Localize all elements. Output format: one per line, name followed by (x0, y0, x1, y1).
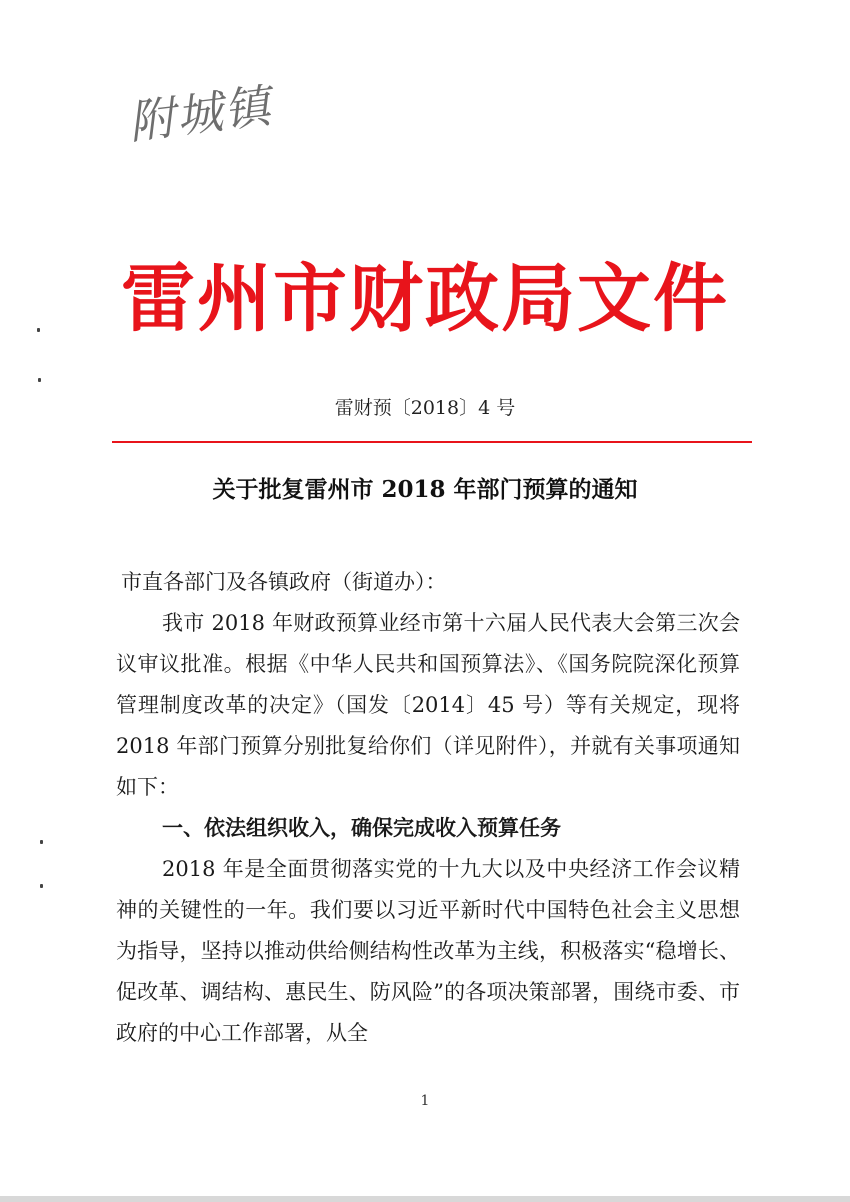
page-number: 1 (420, 1093, 430, 1109)
scan-speck (37, 328, 40, 332)
handwritten-note: 附城镇 (125, 78, 276, 150)
body-paragraph-1: 我市 2018 年财政预算业经市第十六届人民代表大会第三次会议审议批准。根据《中华人民共和国预算法》、《国务院院深化预算管理制度改革的决定》（国发〔2014〕45 号）等有关规定，现将 2018 年部门预算分别批复给你们（详见附件），并就有关事项通知如下： (116, 611, 740, 799)
scan-bottom-edge (0, 1196, 850, 1202)
scan-speck (40, 840, 43, 844)
scan-speck (38, 378, 41, 382)
section-heading-1: 一、依法组织收入，确保完成收入预算任务 (162, 816, 561, 840)
body-paragraph-2: 2018 年是全面贯彻落实党的十九大以及中央经济工作会议精神的关键性的一年。我们要以习近平新时代中国特色社会主义思想为指导，坚持以推动供给侧结构性改革为主线，积极落实“稳增长、促改革、调结构、惠民生、防风险”的各项决策部署，围绕市委、市政府的中心工作部署，从全 (116, 857, 740, 1045)
header-divider-line (112, 441, 752, 443)
document-header-title: 雷州市财政局文件 (121, 256, 729, 342)
scan-speck (40, 884, 43, 888)
document-body (116, 562, 740, 1054)
document-number: 雷财预〔2018〕4 号 (334, 397, 516, 419)
document-title: 关于批复雷州市 2018 年部门预算的通知 (212, 476, 638, 503)
addressee-line: 市直各部门及各镇政府（街道办）： (121, 570, 447, 594)
